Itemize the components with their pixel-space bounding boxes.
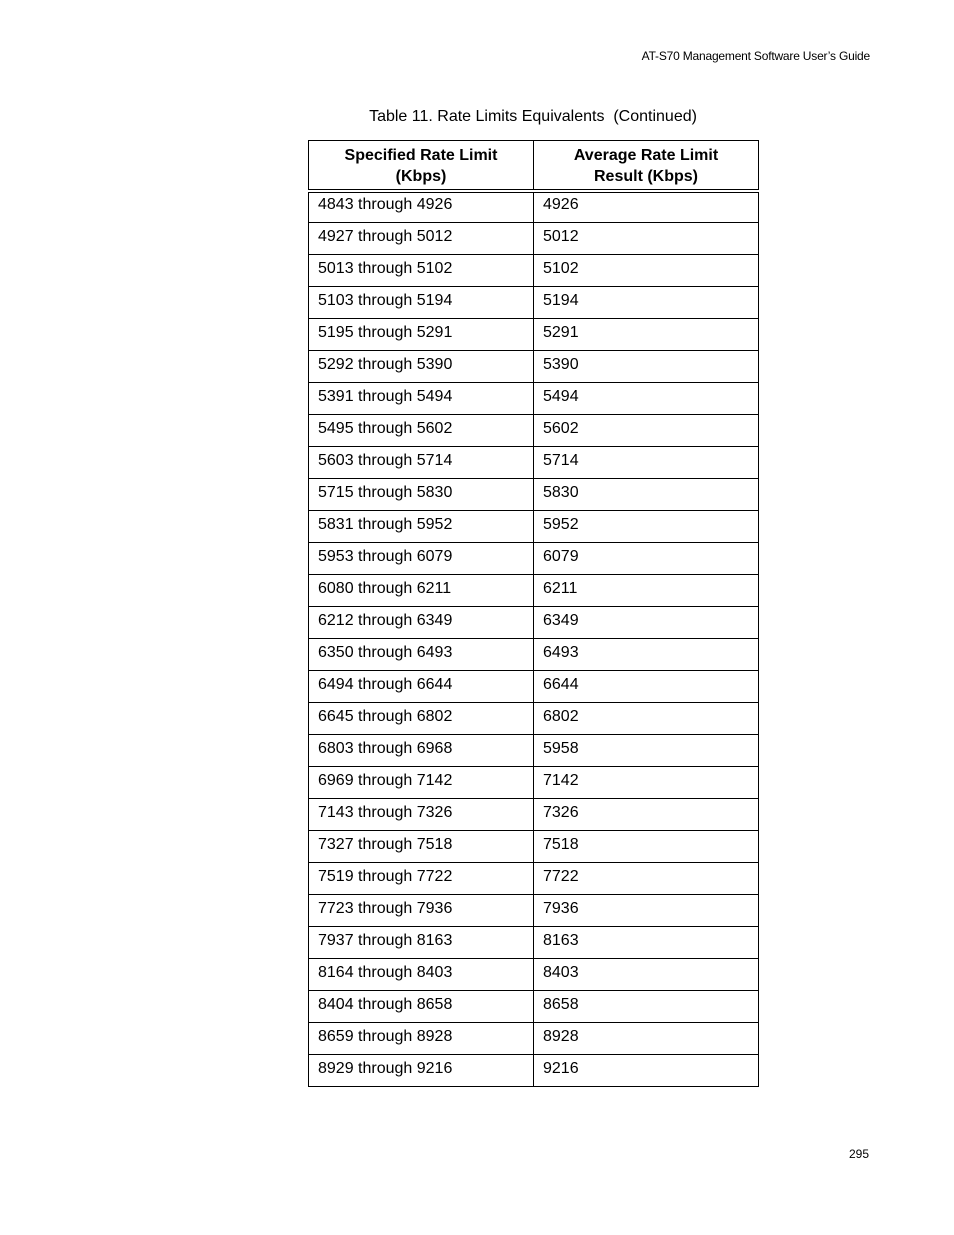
specified-rate-cell: 7519 through 7722 [309, 863, 534, 895]
table-row [309, 543, 759, 575]
table-header [309, 141, 759, 191]
specified-rate-cell: 6494 through 6644 [309, 671, 534, 703]
specified-rate-cell: 6969 through 7142 [309, 767, 534, 799]
average-rate-cell: 5291 [534, 319, 759, 351]
average-rate-cell: 5194 [534, 287, 759, 319]
average-rate-cell: 5494 [534, 383, 759, 415]
specified-rate-cell: 6803 through 6968 [309, 735, 534, 767]
average-rate-cell: 8658 [534, 991, 759, 1023]
average-rate-cell: 5830 [534, 479, 759, 511]
average-rate-cell: 4926 [534, 191, 759, 223]
average-rate-cell: 7722 [534, 863, 759, 895]
specified-rate-cell: 6080 through 6211 [309, 575, 534, 607]
specified-rate-cell: 6645 through 6802 [309, 703, 534, 735]
specified-rate-cell: 6350 through 6493 [309, 639, 534, 671]
average-rate-cell: 5602 [534, 415, 759, 447]
average-rate-cell: 7936 [534, 895, 759, 927]
specified-rate-cell: 5013 through 5102 [309, 255, 534, 287]
table-row [309, 415, 759, 447]
column-header-specified-rate [309, 141, 534, 191]
table-row [309, 959, 759, 991]
table-row [309, 671, 759, 703]
specified-rate-cell: 4843 through 4926 [309, 191, 534, 223]
average-rate-cell: 6493 [534, 639, 759, 671]
table-row [309, 991, 759, 1023]
specified-rate-cell: 7143 through 7326 [309, 799, 534, 831]
table-row [309, 351, 759, 383]
table-body [309, 191, 759, 1087]
average-rate-cell: 6079 [534, 543, 759, 575]
average-rate-cell: 5952 [534, 511, 759, 543]
table-header-row [309, 141, 759, 191]
table-row [309, 735, 759, 767]
table-row [309, 223, 759, 255]
specified-rate-cell: 5953 through 6079 [309, 543, 534, 575]
table-row [309, 927, 759, 959]
average-rate-cell: 5102 [534, 255, 759, 287]
specified-rate-cell: 8404 through 8658 [309, 991, 534, 1023]
table-row [309, 895, 759, 927]
specified-rate-cell: 5831 through 5952 [309, 511, 534, 543]
table-row [309, 1023, 759, 1055]
average-rate-cell: 5012 [534, 223, 759, 255]
specified-rate-cell: 5195 through 5291 [309, 319, 534, 351]
table-row [309, 831, 759, 863]
average-rate-cell: 5714 [534, 447, 759, 479]
specified-rate-cell: 7327 through 7518 [309, 831, 534, 863]
column-header-line: Average Rate Limit [573, 147, 719, 164]
average-rate-cell: 5390 [534, 351, 759, 383]
table-row [309, 319, 759, 351]
specified-rate-cell: 5103 through 5194 [309, 287, 534, 319]
table-row [309, 479, 759, 511]
specified-rate-cell: 5391 through 5494 [309, 383, 534, 415]
average-rate-cell: 6349 [534, 607, 759, 639]
average-rate-cell: 8928 [534, 1023, 759, 1055]
specified-rate-cell: 5603 through 5714 [309, 447, 534, 479]
average-rate-cell: 7326 [534, 799, 759, 831]
column-header-average-rate [534, 141, 759, 191]
table-row [309, 1055, 759, 1087]
rate-limits-table [308, 140, 759, 1087]
specified-rate-cell: 5715 through 5830 [309, 479, 534, 511]
average-rate-cell: 5958 [534, 735, 759, 767]
average-rate-cell: 8163 [534, 927, 759, 959]
average-rate-cell: 6802 [534, 703, 759, 735]
table-caption: Table 11. Rate Limits Equivalents (Continued) [369, 108, 697, 125]
average-rate-cell: 9216 [534, 1055, 759, 1087]
page-number: 295 [848, 1147, 869, 1161]
table-row [309, 575, 759, 607]
column-header-line: Result (Kbps) [594, 168, 698, 185]
average-rate-cell: 6211 [534, 575, 759, 607]
table-row [309, 287, 759, 319]
running-header: AT-S70 Management Software User’s Guide [641, 49, 870, 63]
table-row [309, 639, 759, 671]
specified-rate-cell: 6212 through 6349 [309, 607, 534, 639]
average-rate-cell: 7518 [534, 831, 759, 863]
specified-rate-cell: 4927 through 5012 [309, 223, 534, 255]
table-row [309, 607, 759, 639]
table-row [309, 703, 759, 735]
table-row [309, 191, 759, 223]
specified-rate-cell: 7937 through 8163 [309, 927, 534, 959]
average-rate-cell: 8403 [534, 959, 759, 991]
table-row [309, 511, 759, 543]
table-row [309, 255, 759, 287]
column-header-line: Specified Rate Limit [344, 147, 498, 164]
specified-rate-cell: 8929 through 9216 [309, 1055, 534, 1087]
column-header-line: (Kbps) [395, 168, 447, 185]
table-row [309, 383, 759, 415]
table-row [309, 447, 759, 479]
table-row [309, 799, 759, 831]
specified-rate-cell: 7723 through 7936 [309, 895, 534, 927]
specified-rate-cell: 8659 through 8928 [309, 1023, 534, 1055]
average-rate-cell: 7142 [534, 767, 759, 799]
table-row [309, 863, 759, 895]
average-rate-cell: 6644 [534, 671, 759, 703]
specified-rate-cell: 5495 through 5602 [309, 415, 534, 447]
specified-rate-cell: 8164 through 8403 [309, 959, 534, 991]
specified-rate-cell: 5292 through 5390 [309, 351, 534, 383]
table-row [309, 767, 759, 799]
